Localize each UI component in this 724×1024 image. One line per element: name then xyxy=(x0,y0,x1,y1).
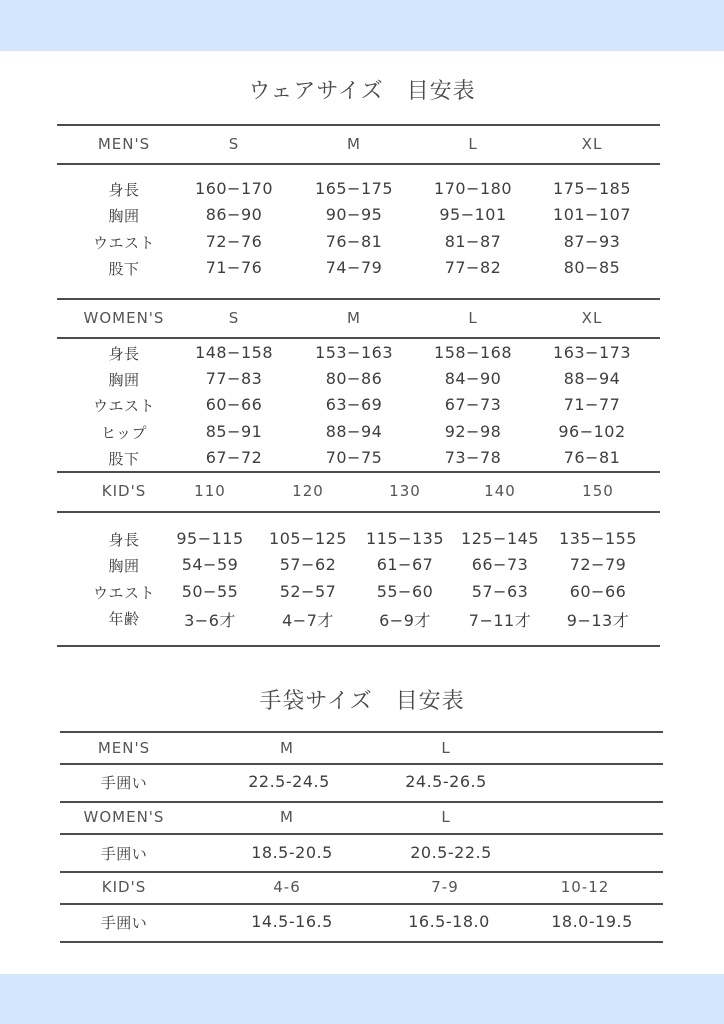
womens-cell: 77−83 xyxy=(205,369,263,388)
womens-cell: 88−94 xyxy=(325,422,383,441)
womens-size-header: M xyxy=(347,309,361,327)
mens-row-label: 身長 xyxy=(108,181,140,199)
womens-cell: 60−66 xyxy=(205,395,263,414)
womens-cell: 148−158 xyxy=(195,343,273,362)
womens-cell: 70−75 xyxy=(325,448,383,467)
divider xyxy=(57,511,660,513)
kids-cell: 52−57 xyxy=(279,582,337,601)
divider xyxy=(60,871,663,873)
womens-cell: 67−73 xyxy=(444,395,502,414)
glove-kids-size: 7-9 xyxy=(431,878,459,896)
kids-cell: 105−125 xyxy=(269,529,347,548)
womens-cell: 84−90 xyxy=(444,369,502,388)
kids-cell: 6−9才 xyxy=(379,611,431,630)
divider xyxy=(57,645,660,647)
womens-header-label: WOMEN'S xyxy=(83,309,165,327)
kids-header-label: KID'S xyxy=(101,482,147,500)
divider xyxy=(60,801,663,803)
mens-row-label: ウエスト xyxy=(92,234,156,252)
womens-cell: 92−98 xyxy=(444,422,502,441)
divider xyxy=(57,471,660,473)
glove-womens-row-label: 手囲い xyxy=(100,845,148,863)
mens-cell: 76−81 xyxy=(325,232,383,251)
kids-cell: 9−13才 xyxy=(566,611,630,630)
kids-size-header: 120 xyxy=(292,482,324,500)
glove-kids-value: 14.5-16.5 xyxy=(251,912,333,931)
mens-cell: 175−185 xyxy=(553,179,631,198)
mens-cell: 87−93 xyxy=(563,232,621,251)
mens-cell: 86−90 xyxy=(205,205,263,224)
glove-kids-value: 16.5-18.0 xyxy=(408,912,490,931)
divider xyxy=(57,163,660,165)
womens-cell: 67−72 xyxy=(205,448,263,467)
kids-size-header: 140 xyxy=(484,482,516,500)
womens-cell: 96−102 xyxy=(558,422,626,441)
womens-cell: 158−168 xyxy=(434,343,512,362)
glove-kids-size: 10-12 xyxy=(560,878,610,896)
kids-cell: 54−59 xyxy=(181,555,239,574)
mens-size-header: XL xyxy=(581,135,603,153)
glove-kids-value: 18.0-19.5 xyxy=(551,912,633,931)
kids-cell: 66−73 xyxy=(471,555,529,574)
kids-cell: 95−115 xyxy=(176,529,244,548)
kids-cell: 4−7才 xyxy=(282,611,334,630)
kids-size-header: 150 xyxy=(582,482,614,500)
mens-cell: 72−76 xyxy=(205,232,263,251)
kids-size-header: 110 xyxy=(194,482,226,500)
womens-cell: 153−163 xyxy=(315,343,393,362)
kids-row-label: 身長 xyxy=(108,531,140,549)
divider xyxy=(60,731,663,733)
womens-row-label: ヒップ xyxy=(100,424,148,442)
womens-row-label: 身長 xyxy=(108,345,140,363)
divider xyxy=(60,941,663,943)
glove-womens-value: 18.5-20.5 xyxy=(251,843,333,862)
glove-mens-label: MEN'S xyxy=(97,739,151,757)
glove-womens-size: M xyxy=(280,808,294,826)
womens-size-header: S xyxy=(228,309,240,327)
womens-cell: 85−91 xyxy=(205,422,263,441)
kids-cell: 55−60 xyxy=(376,582,434,601)
kids-cell: 3−6才 xyxy=(184,611,236,630)
kids-cell: 72−79 xyxy=(569,555,627,574)
womens-row-label: 胸囲 xyxy=(108,371,140,389)
mens-header-label: MEN'S xyxy=(97,135,151,153)
bottom-banner xyxy=(0,974,724,1024)
top-banner xyxy=(0,0,724,51)
mens-cell: 160−170 xyxy=(195,179,273,198)
kids-size-header: 130 xyxy=(389,482,421,500)
womens-size-header: L xyxy=(468,309,478,327)
kids-cell: 61−67 xyxy=(376,555,434,574)
glove-mens-value: 22.5-24.5 xyxy=(248,772,330,791)
kids-row-label: 胸囲 xyxy=(108,557,140,575)
womens-cell: 63−69 xyxy=(325,395,383,414)
kids-cell: 7−11才 xyxy=(468,611,532,630)
divider xyxy=(57,337,660,339)
glove-kids-size: 4-6 xyxy=(273,878,301,896)
womens-size-header: XL xyxy=(581,309,603,327)
mens-size-header: M xyxy=(347,135,361,153)
divider xyxy=(60,763,663,765)
glove-womens-value: 20.5-22.5 xyxy=(410,843,492,862)
kids-cell: 57−62 xyxy=(279,555,337,574)
kids-cell: 125−145 xyxy=(461,529,539,548)
mens-size-header: S xyxy=(228,135,240,153)
glove-kids-row-label: 手囲い xyxy=(100,914,148,932)
mens-size-header: L xyxy=(468,135,478,153)
mens-row-label: 胸囲 xyxy=(108,207,140,225)
kids-row-label: ウエスト xyxy=(92,584,156,602)
mens-cell: 101−107 xyxy=(553,205,631,224)
wear-size-title: ウェアサイズ 目安表 xyxy=(248,79,476,104)
glove-mens-value: 24.5-26.5 xyxy=(405,772,487,791)
kids-cell: 50−55 xyxy=(181,582,239,601)
womens-cell: 76−81 xyxy=(563,448,621,467)
glove-mens-row-label: 手囲い xyxy=(100,774,148,792)
womens-cell: 80−86 xyxy=(325,369,383,388)
glove-kids-label: KID'S xyxy=(101,878,147,896)
divider xyxy=(60,903,663,905)
kids-cell: 115−135 xyxy=(366,529,444,548)
kids-cell: 60−66 xyxy=(569,582,627,601)
mens-cell: 90−95 xyxy=(325,205,383,224)
mens-cell: 165−175 xyxy=(315,179,393,198)
womens-row-label: 股下 xyxy=(108,450,140,468)
kids-cell: 135−155 xyxy=(559,529,637,548)
divider xyxy=(60,833,663,835)
mens-cell: 77−82 xyxy=(444,258,502,277)
glove-womens-label: WOMEN'S xyxy=(83,808,165,826)
kids-row-label: 年齢 xyxy=(108,610,140,628)
glove-mens-size: M xyxy=(280,739,294,757)
mens-cell: 80−85 xyxy=(563,258,621,277)
glove-womens-size: L xyxy=(441,808,451,826)
womens-cell: 71−77 xyxy=(563,395,621,414)
mens-cell: 74−79 xyxy=(325,258,383,277)
mens-cell: 170−180 xyxy=(434,179,512,198)
mens-cell: 95−101 xyxy=(439,205,507,224)
mens-row-label: 股下 xyxy=(108,260,140,278)
womens-cell: 163−173 xyxy=(553,343,631,362)
divider xyxy=(57,124,660,126)
mens-cell: 71−76 xyxy=(205,258,263,277)
divider xyxy=(57,298,660,300)
womens-cell: 73−78 xyxy=(444,448,502,467)
glove-size-title: 手袋サイズ 目安表 xyxy=(259,689,465,714)
glove-mens-size: L xyxy=(441,739,451,757)
mens-cell: 81−87 xyxy=(444,232,502,251)
womens-cell: 88−94 xyxy=(563,369,621,388)
kids-cell: 57−63 xyxy=(471,582,529,601)
womens-row-label: ウエスト xyxy=(92,397,156,415)
